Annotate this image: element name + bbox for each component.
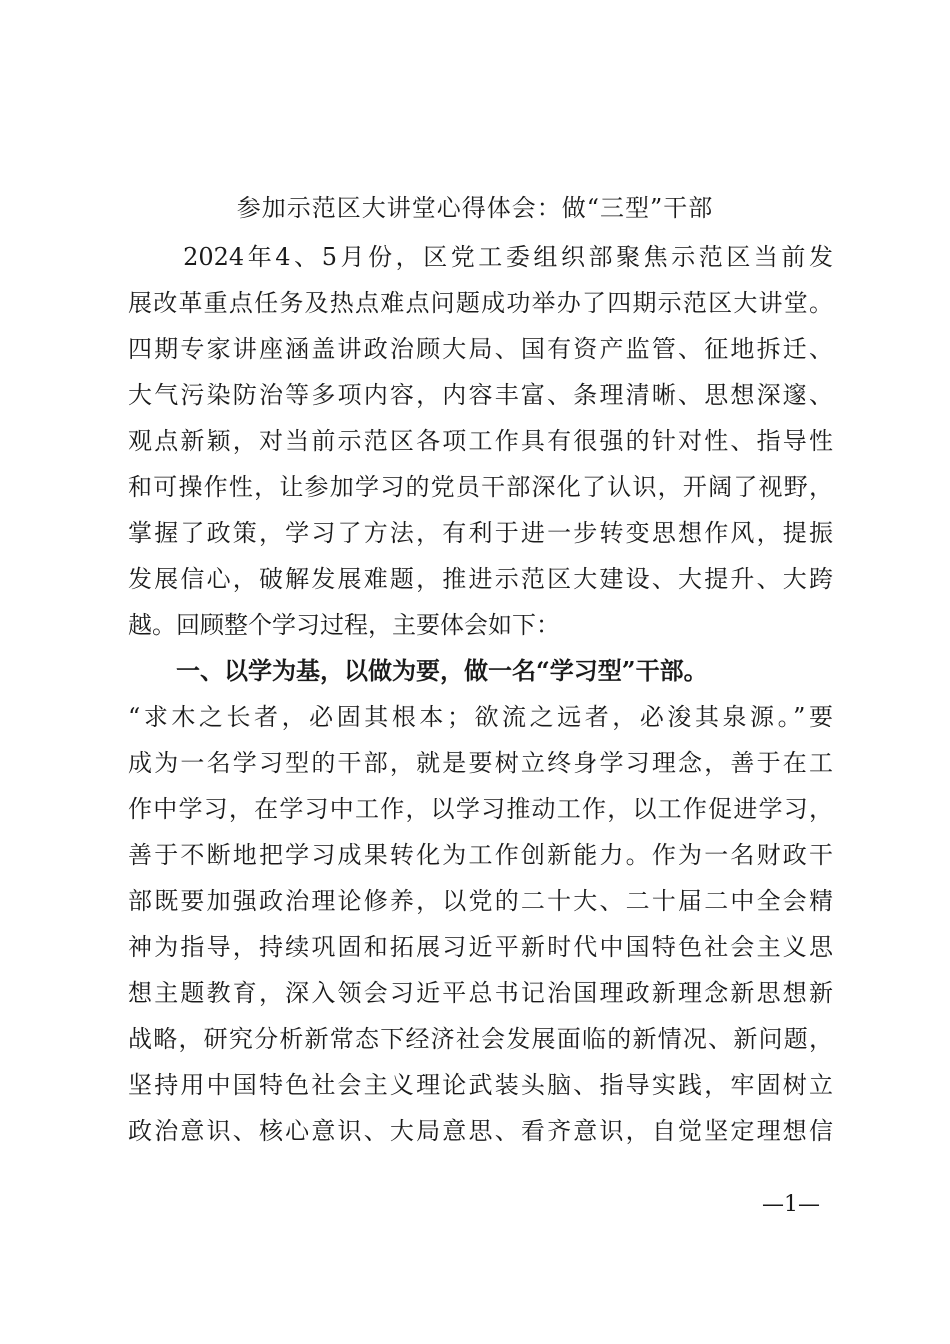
paragraph-line: 想主题教育，深入领会习近平总书记治国理政新理念新思想新 (128, 979, 833, 1007)
paragraph-line: 作中学习，在学习中工作，以学习推动工作，以工作促进学习， (128, 795, 833, 823)
paragraph-line: 展改革重点任务及热点难点问题成功举办了四期示范区大讲堂。 (128, 289, 833, 317)
paragraph-line: 政治意识、核心意识、大局意思、看齐意识，自觉坚定理想信 (128, 1117, 833, 1145)
paragraph-line: 掌握了政策，学习了方法，有利于进一步转变思想作风，提振 (128, 519, 833, 547)
document-title: 参加示范区大讲堂心得体会：做“三型”干部 (236, 194, 714, 222)
paragraph-line: 大气污染防治等多项内容，内容丰富、条理清晰、思想深邃、 (128, 381, 833, 409)
paragraph-line: 神为指导，持续巩固和拓展习近平新时代中国特色社会主义思 (128, 933, 833, 961)
page-number: —1— (762, 1192, 820, 1217)
paragraph-line: 成为一名学习型的干部，就是要树立终身学习理念，善于在工 (128, 749, 833, 777)
paragraph-line: 发展信心，破解发展难题，推进示范区大建设、大提升、大跨 (128, 565, 833, 593)
paragraph-line: “求木之长者，必固其根本；欲流之远者，必浚其泉源。”要 (128, 703, 833, 731)
paragraph-line: 善于不断地把学习成果转化为工作创新能力。作为一名财政干 (128, 841, 833, 869)
paragraph-line: 和可操作性，让参加学习的党员干部深化了认识，开阔了视野， (128, 473, 833, 501)
paragraph-line: 四期专家讲座涵盖讲政治顾大局、国有资产监管、征地拆迁、 (128, 335, 833, 363)
section-heading: 一、以学为基，以做为要，做一名“学习型”干部。 (128, 656, 708, 685)
paragraph-line: 观点新颖，对当前示范区各项工作具有很强的针对性、指导性 (128, 427, 833, 455)
paragraph-line: 坚持用中国特色社会主义理论武装头脑、指导实践，牢固树立 (128, 1071, 833, 1099)
document-body (128, 234, 833, 1154)
paragraph-line: 2024年4、5月份，区党工委组织部聚焦示范区当前发 (128, 243, 833, 271)
paragraph-line: 战略，研究分析新常态下经济社会发展面临的新情况、新问题， (128, 1025, 833, 1053)
paragraph-line: 越。回顾整个学习过程，主要体会如下： (128, 611, 560, 639)
paragraph-line: 部既要加强政治理论修养，以党的二十大、二十届二中全会精 (128, 887, 833, 915)
